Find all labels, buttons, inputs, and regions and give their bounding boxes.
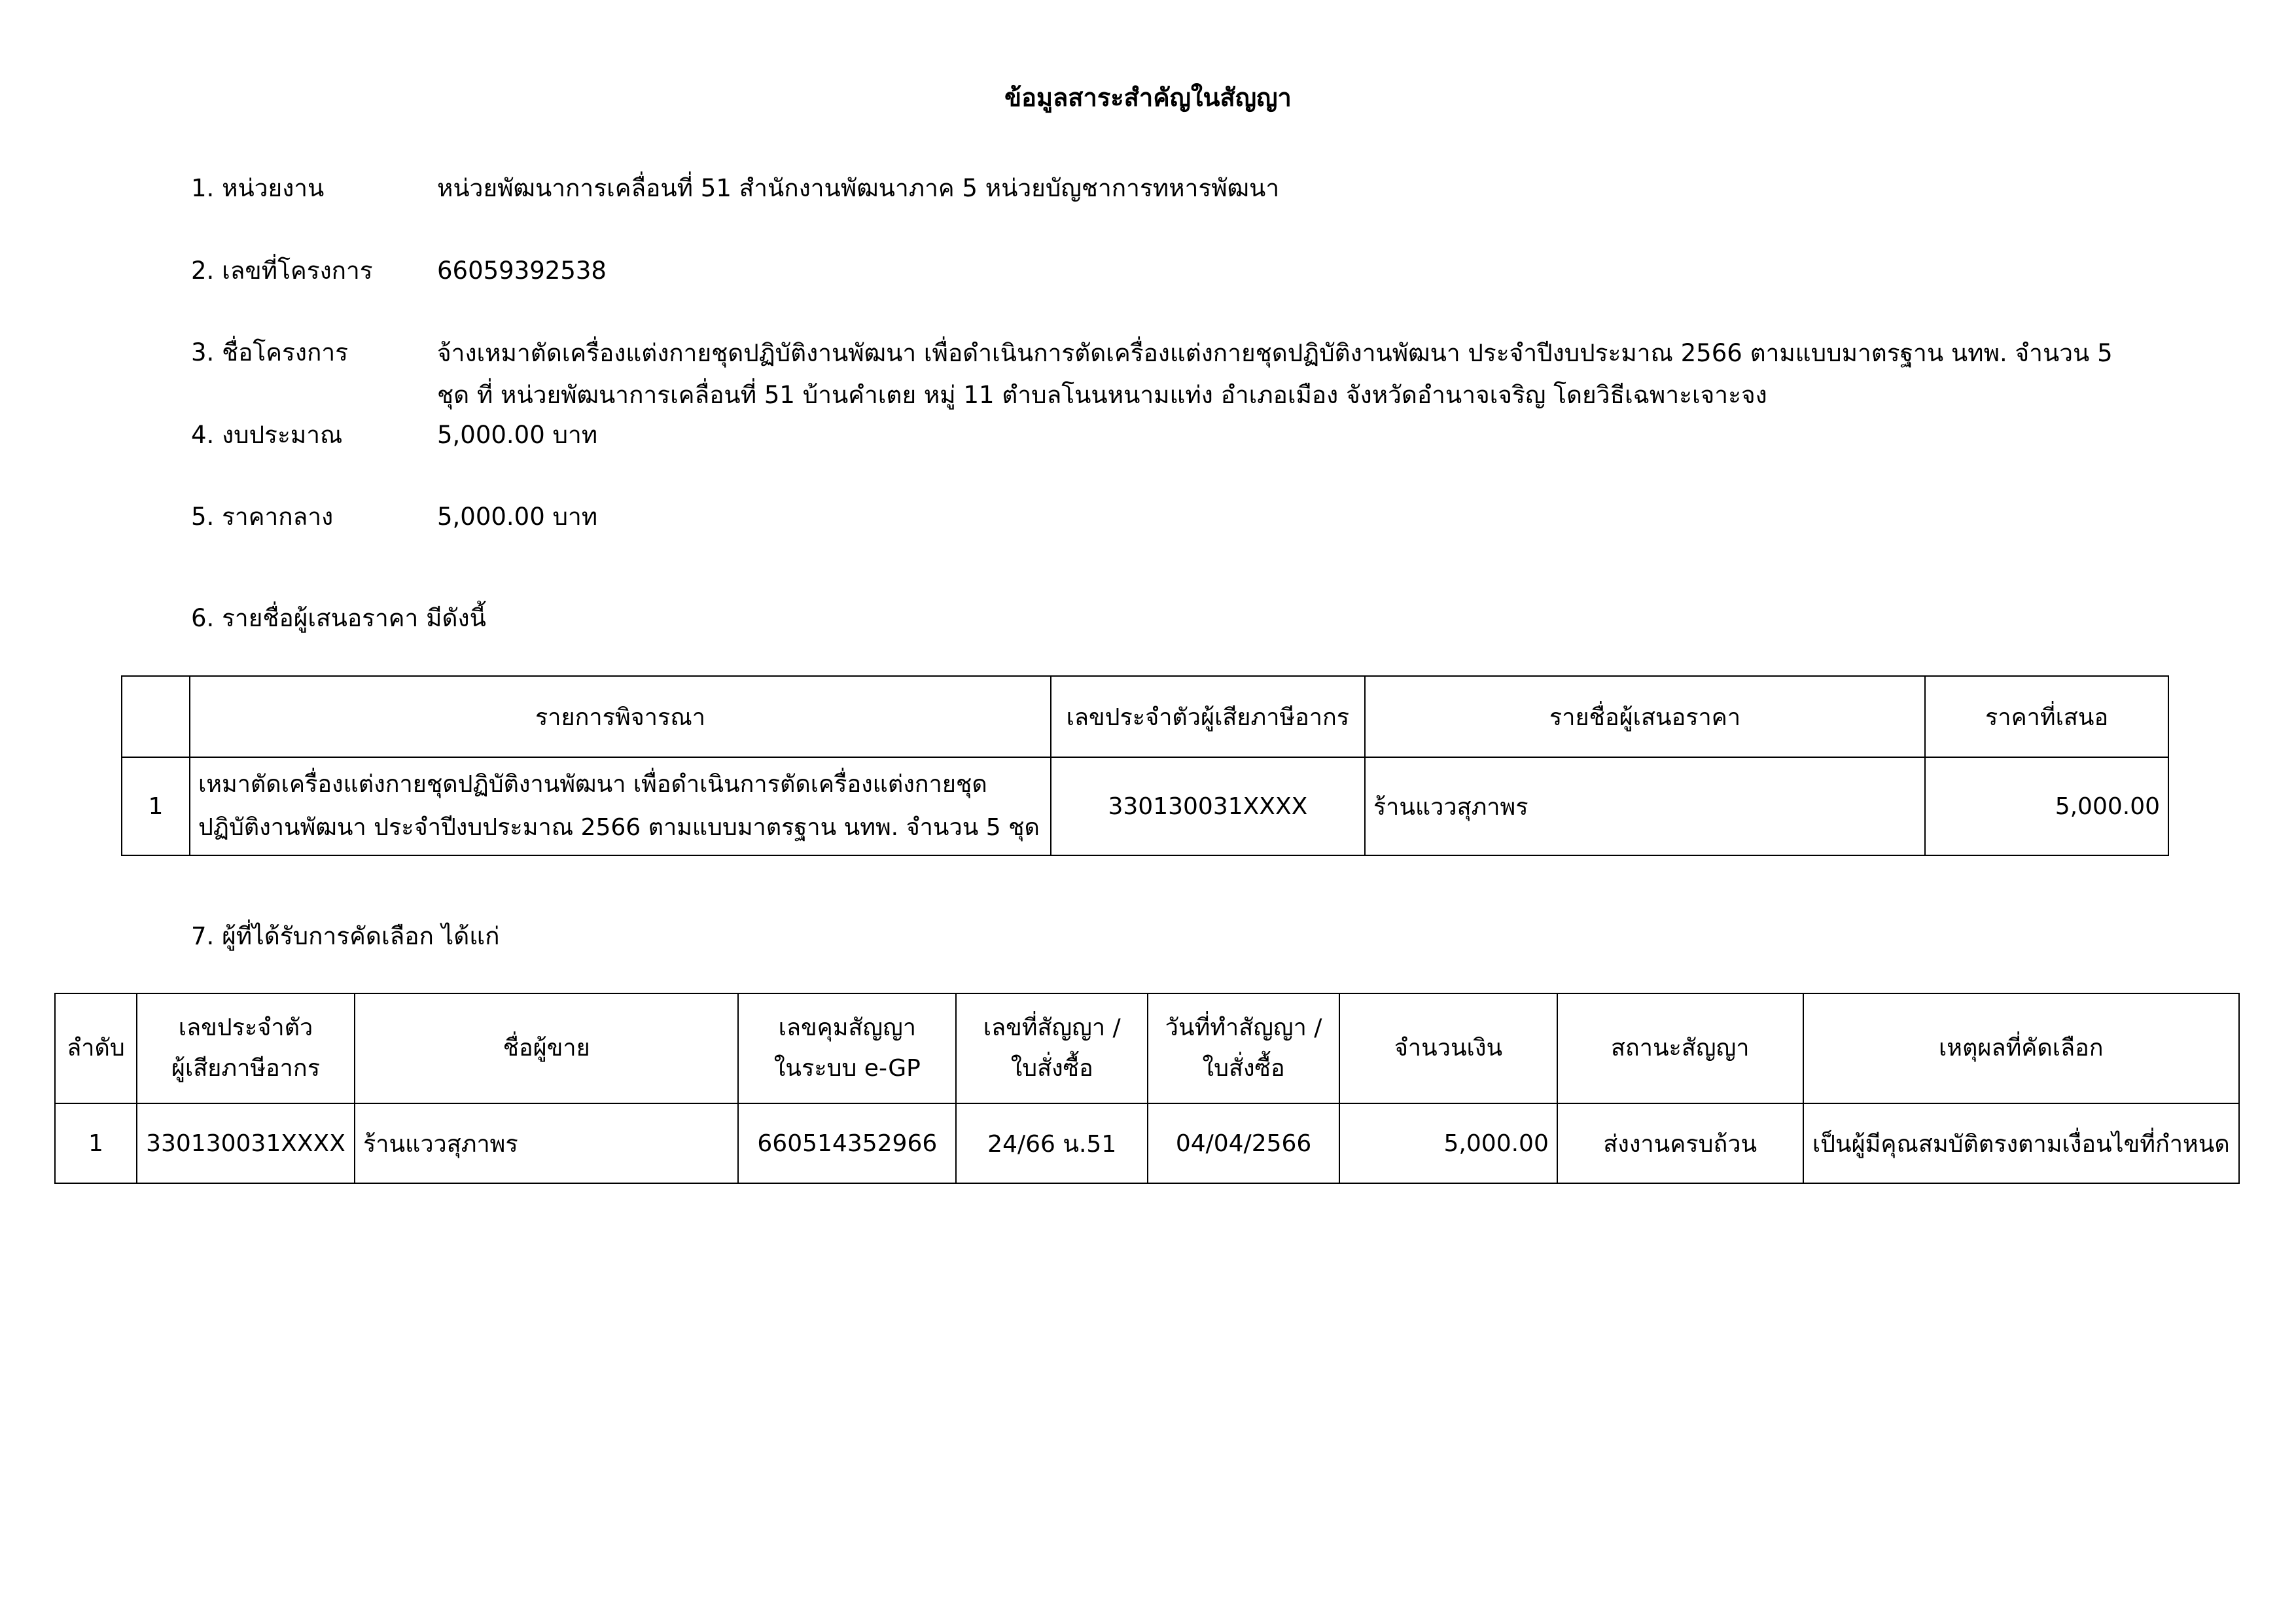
winner-row-egp-no: 660514352966: [738, 1103, 956, 1183]
winners-heading: 7. ผู้ที่ได้รับการคัดเลือก ได้แก่: [191, 922, 500, 950]
document-title: ข้อมูลสาระสำคัญในสัญญา: [1004, 83, 1292, 112]
field-label-reference-price: 5. ราคากลาง: [191, 503, 334, 531]
winners-col-contract-no-line1: เลขที่สัญญา /: [983, 1014, 1121, 1041]
field-value-agency: หน่วยพัฒนาการเคลื่อนที่ 51 สำนักงานพัฒนาภาค 5 หน่วยบัญชาการทหารพัฒนา: [437, 174, 1280, 202]
winners-header-row: [55, 993, 2239, 1103]
winners-col-tax-id: [137, 993, 355, 1103]
winners-col-egp-line1: เลขคุมสัญญา: [778, 1014, 916, 1041]
field-value-reference-price: 5,000.00 บาท: [437, 503, 598, 531]
bidder-row-no: 1: [122, 757, 190, 855]
winner-row-reason: เป็นผู้มีคุณสมบัติตรงตามเงื่อนไขที่กำหนด: [1803, 1103, 2239, 1183]
winner-row-amount: 5,000.00: [1339, 1103, 1557, 1183]
winners-col-amount: จำนวนเงิน: [1339, 993, 1557, 1103]
winners-col-no: ลำดับ: [55, 993, 137, 1103]
field-label-budget: 4. งบประมาณ: [191, 421, 343, 449]
bidders-col-no: [122, 676, 190, 757]
bidders-col-tax-id: เลขประจำตัวผู้เสียภาษีอากร: [1051, 676, 1365, 757]
winners-col-contract-no: [956, 993, 1148, 1103]
winners-col-contract-date: [1148, 993, 1339, 1103]
winner-row-no: 1: [55, 1103, 137, 1183]
winners-col-egp: [738, 993, 956, 1103]
winner-row-tax-id: 330130031XXXX: [137, 1103, 355, 1183]
table-row: [55, 1103, 2239, 1183]
winners-col-seller: ชื่อผู้ขาย: [355, 993, 738, 1103]
winners-col-contract-no-line2: ใบสั่งซื้อ: [1010, 1055, 1093, 1082]
field-label-agency: 1. หน่วยงาน: [191, 174, 325, 202]
field-value-project-name: จ้างเหมาตัดเครื่องแต่งกายชุดปฏิบัติงานพัฒนา เพื่อดำเนินการตัดเครื่องแต่งกายชุดปฏิบัติงานพัฒนา ประจำปีงบประมาณ 2566 ตามแบบมาตรฐาน นทพ. จำนวน 5 ชุด ที่ หน่วยพัฒนาการเคลื่อนที่ 51 บ้านคำเตย หมู่ 11 ตำบลโนนหนามแท่ง อำเภอเมือง จังหวัดอำนาจเจริญ โดยวิธีเฉพาะเจาะจง: [437, 339, 2113, 409]
bidder-row-name: ร้านแววสุภาพร: [1365, 757, 1925, 855]
bidder-row-price: 5,000.00: [1925, 757, 2168, 855]
winners-col-reason: เหตุผลที่คัดเลือก: [1803, 993, 2239, 1103]
winner-row-seller: ร้านแววสุภาพร: [355, 1103, 738, 1183]
winners-col-status: สถานะสัญญา: [1557, 993, 1803, 1103]
winner-row-contract-date: 04/04/2566: [1148, 1103, 1339, 1183]
winners-col-contract-date-line2: ใบสั่งซื้อ: [1202, 1055, 1285, 1082]
winners-col-egp-line2: ในระบบ e-GP: [773, 1055, 921, 1082]
bidder-row-tax-id: 330130031XXXX: [1051, 757, 1365, 855]
bidders-col-item: รายการพิจารณา: [190, 676, 1051, 757]
bidders-header-row: [122, 676, 2168, 757]
winners-col-tax-id-line2: ผู้เสียภาษีอากร: [171, 1055, 321, 1082]
field-label-project-name: 3. ชื่อโครงการ: [191, 338, 349, 366]
table-row: [122, 757, 2168, 855]
field-value-project-number: 66059392538: [437, 257, 607, 285]
winner-row-contract-no: 24/66 น.51: [956, 1103, 1148, 1183]
winners-col-contract-date-line1: วันที่ทำสัญญา /: [1165, 1014, 1322, 1041]
bidders-col-price: ราคาที่เสนอ: [1925, 676, 2168, 757]
winner-row-status: ส่งงานครบถ้วน: [1557, 1103, 1803, 1183]
bidders-heading: 6. รายชื่อผู้เสนอราคา มีดังนี้: [191, 604, 486, 632]
winners-col-tax-id-line1: เลขประจำตัว: [178, 1014, 313, 1041]
bidder-row-item: เหมาตัดเครื่องแต่งกายชุดปฏิบัติงานพัฒนา เพื่อดำเนินการตัดเครื่องแต่งกายชุดปฏิบัติงานพัฒนา ประจำปีงบประมาณ 2566 ตามแบบมาตรฐาน นทพ. จำนวน 5 ชุด: [190, 757, 1051, 855]
bidders-table: [121, 675, 2169, 856]
field-label-project-number: 2. เลขที่โครงการ: [191, 257, 373, 285]
winners-table: [54, 993, 2240, 1184]
bidders-col-bidder: รายชื่อผู้เสนอราคา: [1365, 676, 1925, 757]
field-value-budget: 5,000.00 บาท: [437, 421, 598, 449]
